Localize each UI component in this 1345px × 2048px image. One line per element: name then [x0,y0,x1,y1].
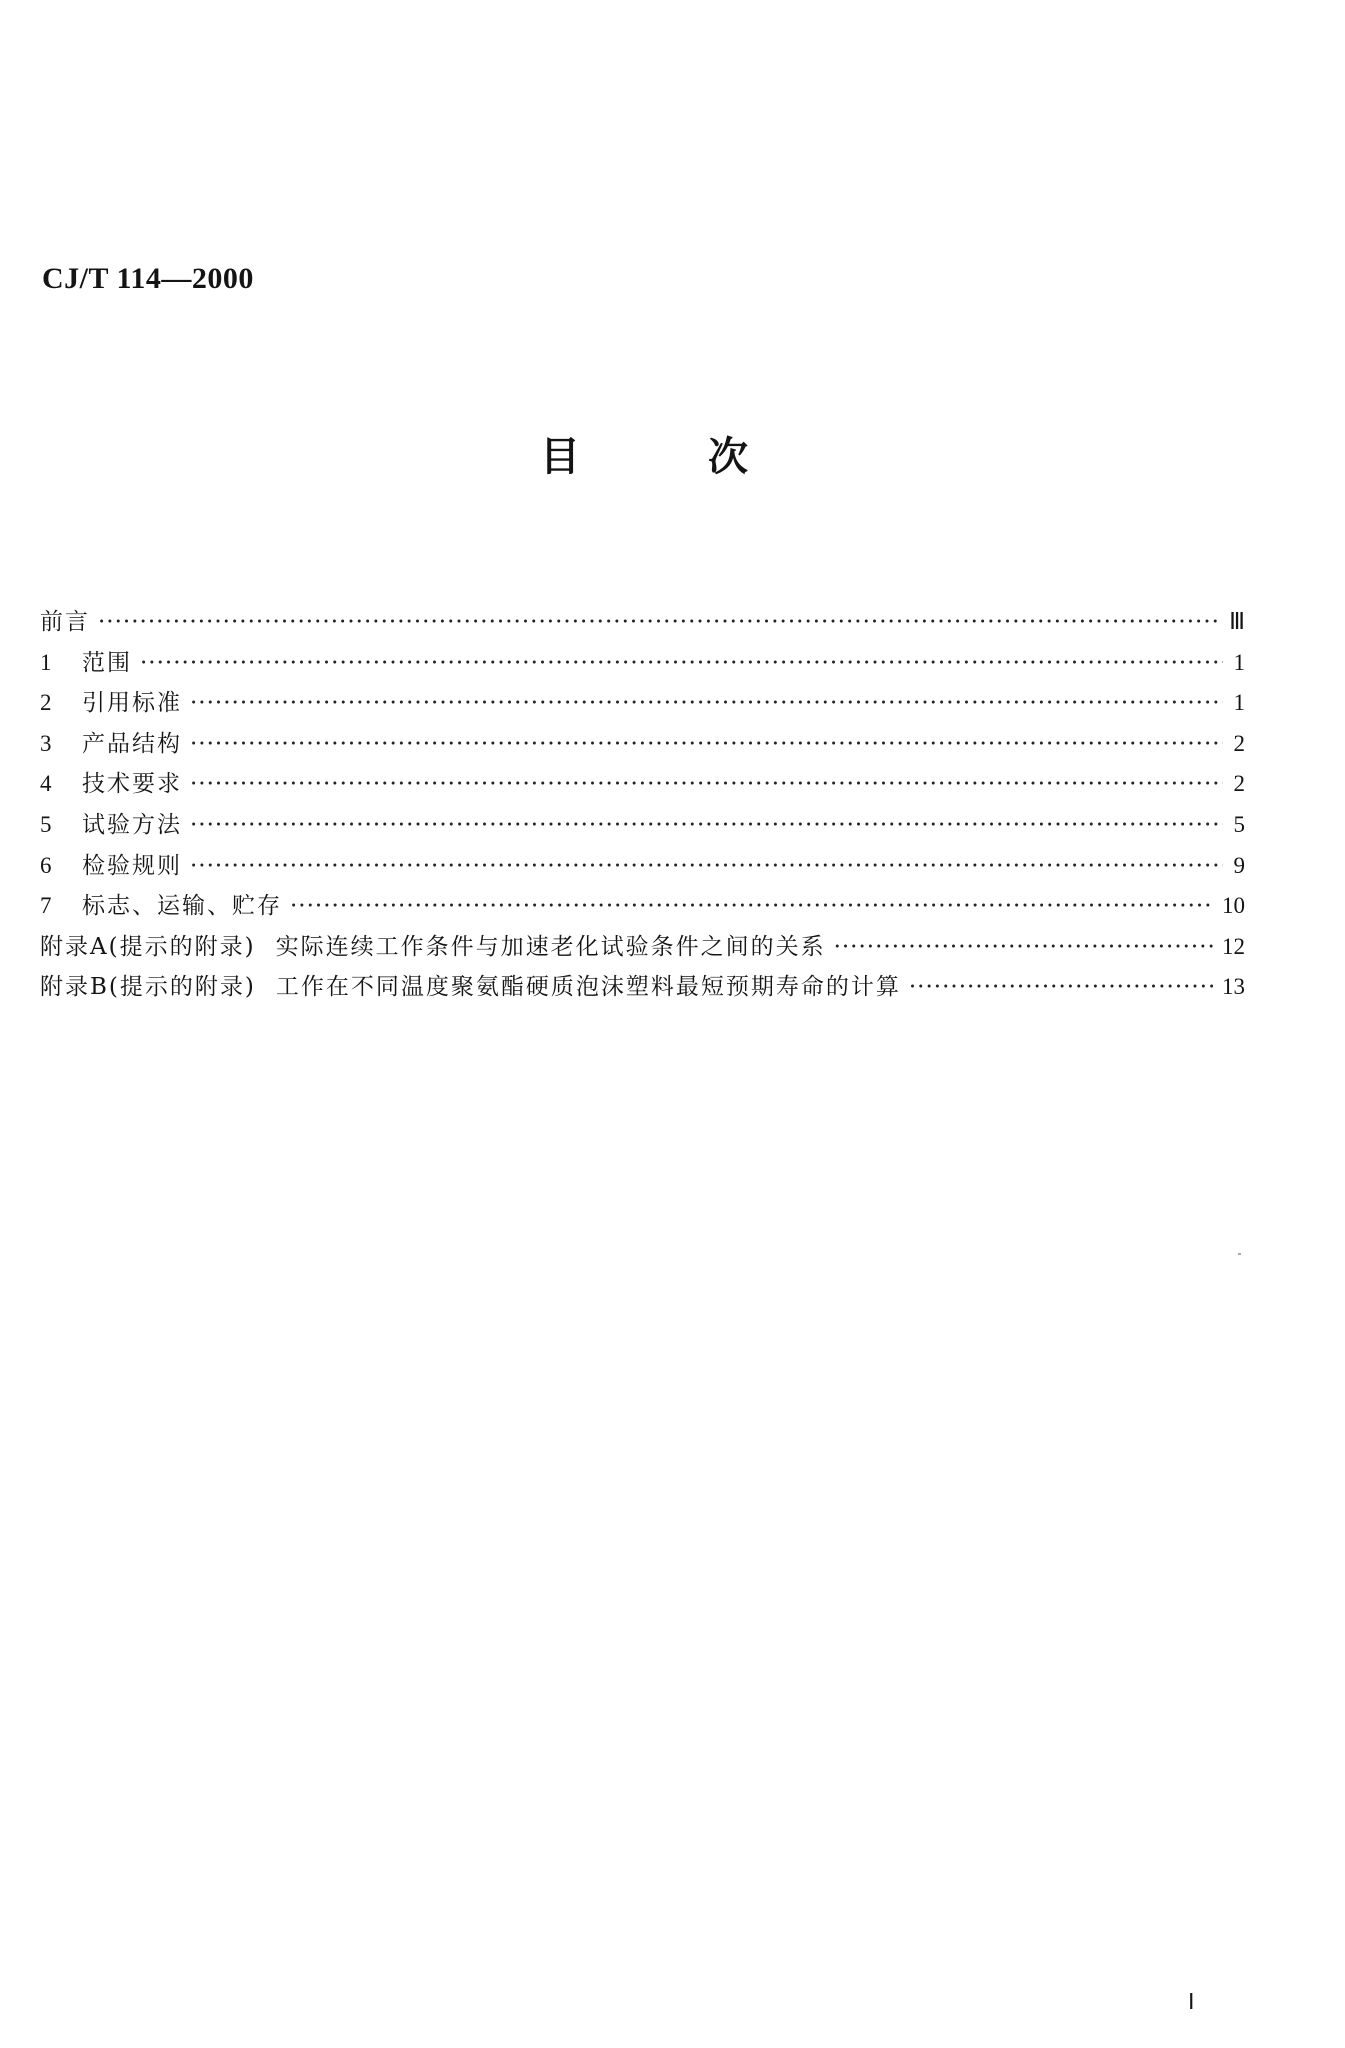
toc-entry-number: 2 [40,690,52,716]
toc-entry-test-methods[interactable] [40,806,1245,847]
toc-entry-appendix-a[interactable] [40,928,1245,969]
toc-leader-dots [190,690,1223,716]
toc-entry-page: 10 [1222,893,1245,919]
page-title [540,425,800,481]
toc-entry-label: 试验方法 [82,811,182,838]
toc-leader-dots [190,771,1223,797]
toc-entry-scope[interactable] [40,644,1245,685]
toc-leader-dots [290,893,1214,919]
toc-entry-page: 5 [1233,811,1245,837]
toc-entry-product-structure[interactable] [40,725,1245,766]
toc-entry-number: 6 [40,852,52,878]
toc-leader-dots [190,853,1223,879]
toc-entry-label: 附录B(提示的附录) [40,974,256,1001]
toc-entry-label: 引用标准 [82,690,182,717]
toc-entry-label: 产品结构 [82,730,182,757]
toc-entry-foreword[interactable] [40,603,1245,644]
toc-entry-page: 2 [1233,771,1245,797]
scan-speck [1238,1253,1241,1255]
toc-entry-label: 标志、运输、贮存 [82,893,282,920]
toc-entry-number: 1 [40,649,52,675]
toc-entry-label: 前言 [40,609,90,635]
page-number: Ⅰ [1188,1989,1195,2014]
toc-entry-inspection-rules[interactable] [40,847,1245,888]
toc-entry-subtitle: 实际连续工作条件与加速老化试验条件之间的关系 [275,933,826,960]
toc-entry-page: 1 [1233,690,1245,716]
toc-entry-label: 检验规则 [82,852,182,879]
toc-entry-label: 附录A(提示的附录) [40,933,256,960]
toc-entry-technical-requirements[interactable] [40,765,1245,806]
toc-entry-number: 3 [40,730,52,756]
toc-entry-normative-references[interactable] [40,684,1245,725]
toc-entry-page: 2 [1233,730,1245,756]
table-of-contents [40,603,1245,1009]
toc-entry-number: 5 [40,811,52,837]
document-code: CJ/T 114—2000 [42,262,254,295]
toc-leader-dots [834,934,1214,960]
toc-entry-page: 1 [1233,649,1245,675]
toc-entry-page: 12 [1222,933,1245,959]
toc-entry-label: 技术要求 [82,771,182,798]
toc-entry-subtitle: 工作在不同温度聚氨酯硬质泡沫塑料最短预期寿命的计算 [275,974,901,1001]
toc-entry-page: Ⅲ [1229,609,1245,634]
toc-entry-page: 13 [1222,974,1245,1000]
toc-entry-marking-transport-storage[interactable] [40,887,1245,928]
toc-leader-dots [190,812,1223,838]
toc-leader-dots [190,731,1223,757]
page-title-char-2: 次 [708,434,748,480]
toc-leader-dots [98,609,1221,635]
toc-entry-number: 4 [40,771,52,797]
toc-entry-label: 范围 [82,649,132,676]
toc-leader-dots [909,974,1214,1000]
page-title-char-1: 目 [540,434,580,480]
toc-entry-page: 9 [1233,852,1245,878]
toc-entry-appendix-b[interactable] [40,968,1245,1009]
toc-leader-dots [140,650,1223,676]
toc-entry-number: 7 [40,893,52,919]
